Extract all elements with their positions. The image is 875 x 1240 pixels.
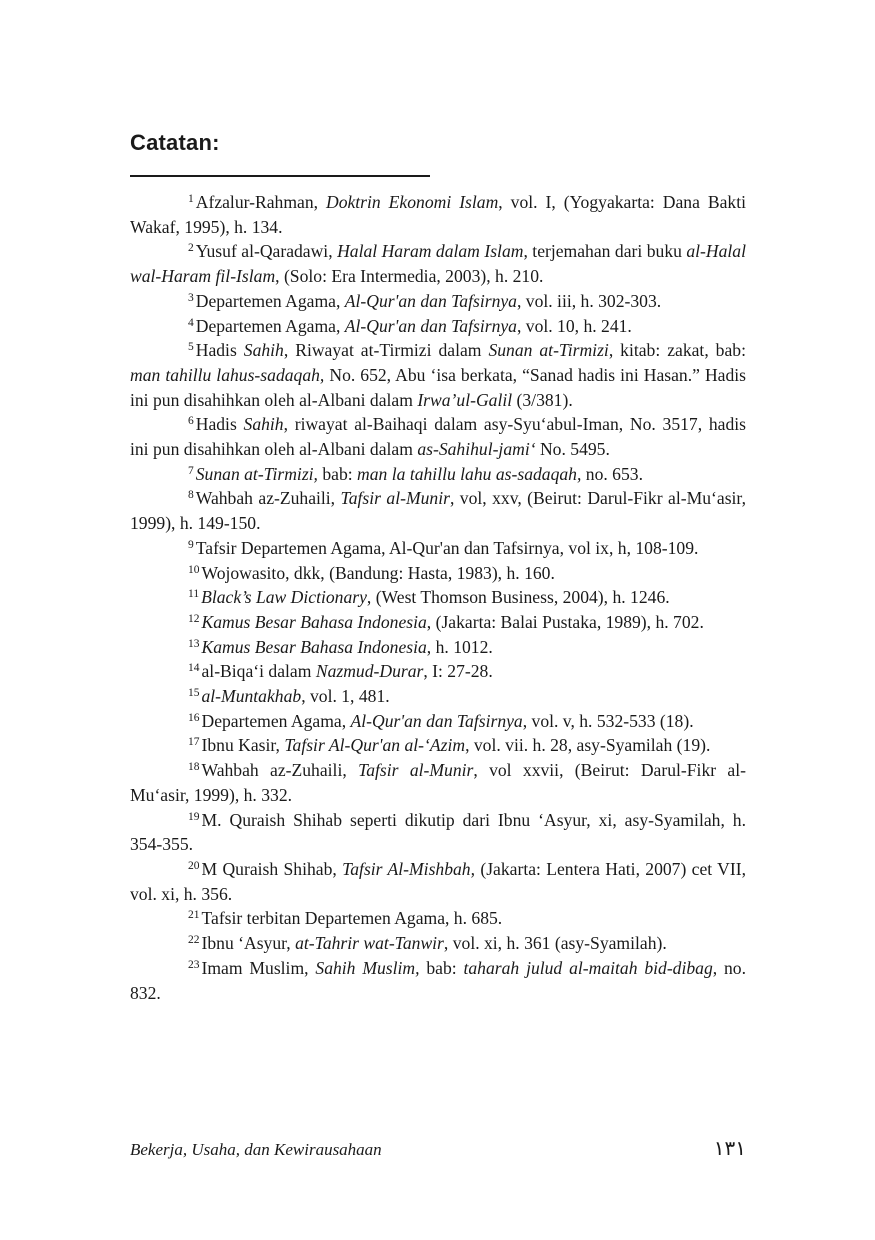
footnote-title-italic: Sunan at-Tirmizi [488,340,609,361]
footnote [130,635,746,660]
footnote-title-italic: Al-Qur'an dan Tafsirnya [344,290,517,311]
footnote-title-italic: Irwa’ul-Galil [417,389,513,410]
footnote-text: , terjemahan dari buku [523,241,687,262]
footnote-text: , vol. v, h. 532-533 (18). [522,710,694,731]
footnote-title-italic: Tafsir al-Munir [358,760,474,781]
footnote-text: Ibnu Kasir, [201,735,285,756]
footnote-title-italic: Kamus Besar Bahasa Indonesia [201,636,427,657]
footnote-title-italic: Nazmud-Durar [315,661,424,682]
footnote-title-italic: Tafsir Al-Mishbah, [342,858,476,879]
footnote [130,610,746,635]
footnote-title-italic: al-Muntakhab [201,686,302,707]
footnote [130,956,746,1005]
footnote [130,239,746,288]
footnote [130,289,746,314]
footnote-title-italic: Sunan at-Tirmizi, [195,463,318,484]
footnote-number: 15 [188,687,200,700]
footnote-number: 19 [188,810,200,823]
footnote-separator [130,175,430,177]
footnote [130,758,746,807]
footnote-number: 23 [188,958,200,971]
footnote [130,659,746,684]
footnote-number: 11 [188,588,200,601]
footnote-text: , vol. 10, h. 241. [516,315,632,336]
footnote-number: 14 [188,662,200,675]
footnote-text: (3/381). [512,389,573,410]
footnote [130,412,746,461]
footnote [130,906,746,931]
footnote-text: M Quraish Shihab, [201,858,343,879]
footnote-text: , vol, xxv, (Beirut: Darul-Fikr al-Mu‘asir, 1999), h. 149-150. [130,488,746,534]
footnote-number: 13 [188,637,200,650]
footnote-number: 21 [188,909,200,922]
footnote-text: , vol. vii. h. 28, asy-Syamilah (19). [465,735,711,756]
footnote-text: Wahbah az-Zuhaili, [195,488,341,509]
footnote-title-italic: Sahih [243,340,284,361]
page-number: ١٣١ [713,1138,746,1160]
footnote-title-italic: Black’s Law Dictionary [201,587,367,608]
footnote-title-italic: Al-Qur'an dan Tafsirnya [344,315,517,336]
footnote-text: , no. 832. [130,957,747,1003]
footnote-number: 2 [188,242,194,255]
footnote [130,585,746,610]
footnote [130,808,746,857]
footnote-title-italic: man tahillu lahus-sadaqah, [130,364,325,385]
footnote-title-italic: at-Tahrir wat-Tanwir [295,933,444,954]
footnote-text: Imam Muslim, [201,957,316,978]
footnote-title-italic: Sahih Muslim, [315,957,420,978]
footnote-number: 22 [188,934,200,947]
footnote-text: M. Quraish Shihab seperti dikutip dari Ibnu ‘Asyur, xi, asy-Syamilah, h. 354-355. [130,809,746,855]
footnote-text: , kitab: zakat, bab: [608,340,746,361]
footnote-text: , Riwayat at-Tirmizi dalam [283,340,489,361]
footnote [130,733,746,758]
footnote [130,561,746,586]
footnote-number: 7 [188,464,194,477]
footnote-text: Wahbah az-Zuhaili, [201,760,359,781]
footnote-title-italic: Kamus Besar Bahasa Indonesia [201,611,427,632]
footnote-number: 20 [188,859,200,872]
footnote-list [130,190,746,1005]
footnote-number: 16 [188,711,200,724]
footnote [130,536,746,561]
footnote-text: al-Biqa‘i dalam [201,661,316,682]
footnote-number: 1 [188,193,194,205]
footnote-title-italic: man la tahillu lahu as-sadaqah, [357,463,582,484]
footnote-title-italic: Doktrin Ekonomi Islam [325,192,499,212]
footnote-text: no. 653. [581,463,643,484]
footnote-text: Wojowasito, dkk, (Bandung: Hasta, 1983), h. 160. [201,562,555,583]
footnote-text: Yusuf al-Qaradawi, [195,241,338,262]
footnote-text: Hadis [195,340,244,361]
footnote-number: 3 [188,291,194,304]
footnote-text: No. 652, Abu ‘isa berkata, “Sanad hadis ini Hasan.” Hadis ini pun disahihkan oleh al-Albani dalam [130,364,746,410]
footnote-title-italic: Tafsir al-Munir [340,488,450,509]
footnote-title-italic: Halal Haram dalam Islam [337,241,524,262]
footnote-number: 12 [188,612,200,625]
footnote-number: 17 [188,736,200,749]
footnote-text: , vol. xi, h. 361 (asy-Syamilah). [443,933,667,954]
footnote-text: , vol. I, (Yogyakarta: Dana Bakti Wakaf, 1995), h. 134. [130,192,746,237]
footnote-text: , (West Thomson Business, 2004), h. 1246. [366,587,670,608]
footnote [130,462,746,487]
footnote-number: 8 [188,489,194,502]
footnote-text: bab: [419,957,464,978]
footnote-text: Afzalur-Rahman, [195,192,326,212]
footnote-text: , vol. iii, h. 302-303. [516,290,662,311]
footnote-text: Departemen Agama, [201,710,351,731]
footnote-text: bab: [317,463,358,484]
footnote-text: Departemen Agama, [195,315,345,336]
footnote-title-italic: Sahih [243,414,284,435]
footnote-title-italic: al-Halal wal-Haram fil-Islam [130,241,746,287]
footnote [130,338,746,412]
footnote-number: 6 [188,415,194,428]
footnote [130,486,746,535]
footnote-number: 9 [188,538,194,551]
footnote-text: , vol. 1, 481. [301,686,390,707]
footnote-number: 5 [188,341,194,354]
footnote [130,709,746,734]
footnote-text: , riwayat al-Baihaqi dalam asy-Syu‘abul-Iman, No. 3517, hadis ini pun disahihkan oleh al-Albani dalam [130,414,746,460]
footnote-title-italic: Al-Qur'an dan Tafsirnya [350,710,523,731]
footnote-title-italic: as-Sahihul-jami‘ [417,439,536,460]
footnote-number: 18 [188,761,200,774]
footnote-number: 10 [188,563,200,576]
footnote [130,931,746,956]
footnote [130,314,746,339]
footnote-text: , h. 1012. [426,636,493,657]
footnote-text: , vol xxvii, (Beirut: Darul-Fikr al-Mu‘asir, 1999), h. 332. [130,760,746,805]
footnote-text: Departemen Agama, [195,290,345,311]
footnote-text: , (Solo: Era Intermedia, 2003), h. 210. [275,266,544,287]
footnote-text: (Jakarta: Lentera Hati, 2007) cet VII, vol. xi, h. 356. [130,858,746,904]
footnote-text: Hadis [195,414,244,435]
footnote-title-italic: Tafsir Al-Qur'an al-‘Azim [284,735,466,756]
footnote-text: Tafsir terbitan Departemen Agama, h. 685. [201,908,503,929]
page-heading: Catatan: [130,130,220,155]
footnote-title-italic: taharah julud al-maitah bid-dibag [463,957,713,978]
footnote-text: Ibnu ‘Asyur, [201,933,296,954]
footnote [130,190,746,239]
running-footer-title: Bekerja, Usaha, dan Kewirausahaan [130,1140,382,1159]
footnote [130,857,746,906]
footnote-text: , (Jakarta: Balai Pustaka, 1989), h. 702. [426,611,704,632]
footnote-text: Tafsir Departemen Agama, Al-Qur'an dan Tafsirnya, vol ix, h, 108-109. [195,537,699,558]
footnote-number: 4 [188,316,194,329]
footnote-text: , I: 27-28. [423,661,493,682]
footnote-text: No. 5495. [535,439,610,460]
footnote [130,684,746,709]
